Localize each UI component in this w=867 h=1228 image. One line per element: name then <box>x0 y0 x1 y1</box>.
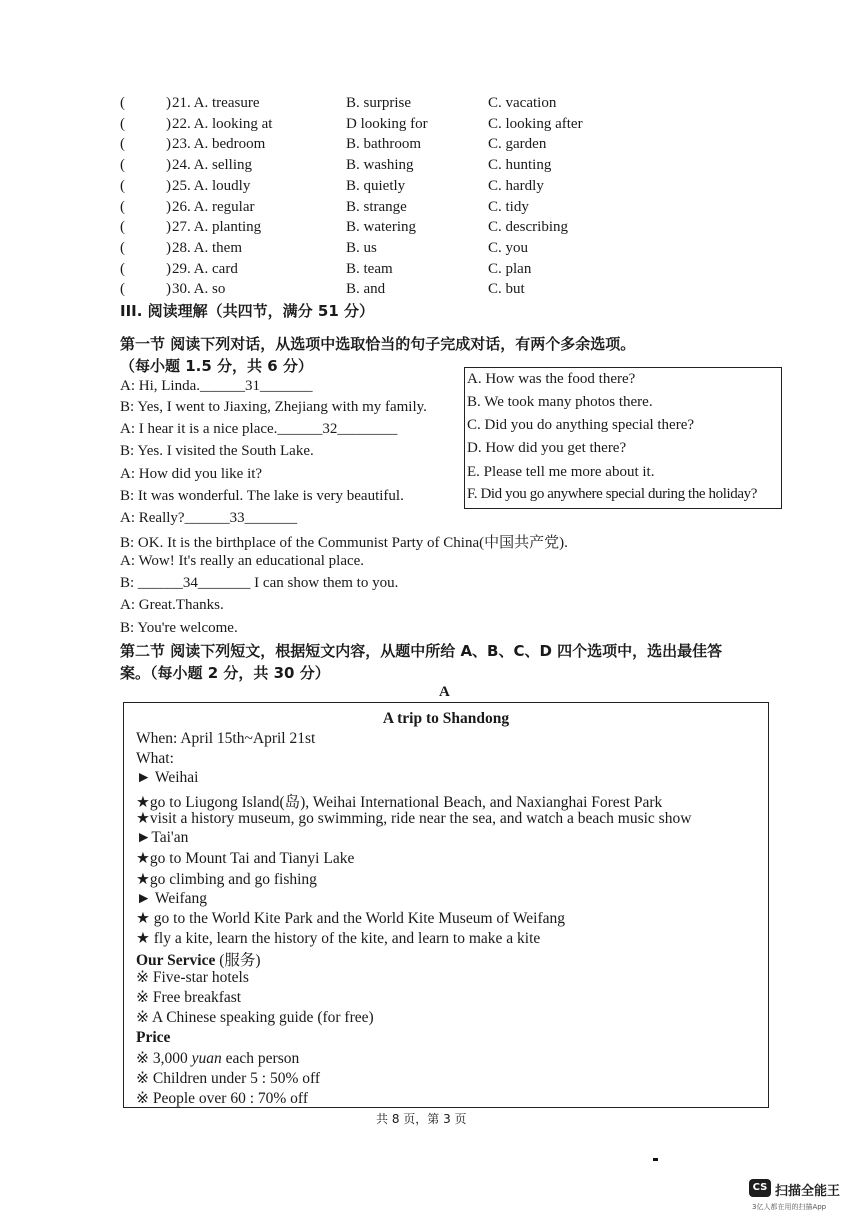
option-b: B. surprise <box>346 95 411 111</box>
passage-line: ★ fly a kite, learn the history of the kite, and learn to make a kite <box>136 930 541 947</box>
passage-line: ★visit a history museum, go swimming, ride near the sea, and watch a beach music show <box>136 810 692 827</box>
answer-paren-open: ( <box>120 116 125 132</box>
part-one-subtitle: （每小题 1.5 分，共 6 分） <box>120 357 313 375</box>
option-f: F. Did you go anywhere special during the holiday? <box>467 486 757 502</box>
passage-title: A trip to Shandong <box>382 710 510 727</box>
option-c: C. but <box>488 281 525 297</box>
price-line: ※ People over 60 : 70% off <box>136 1090 308 1107</box>
option-b: B. We took many photos there. <box>467 394 653 410</box>
option-b: B. strange <box>346 199 407 215</box>
answer-paren-close: ) <box>166 219 171 235</box>
service-line: ※ Five-star hotels <box>136 969 249 986</box>
answer-paren-close: ) <box>166 136 171 152</box>
passage-letter: A <box>439 684 450 700</box>
part-two-title: 第二节 阅读下列短文，根据短文内容，从题中所给 A、B、C、D 四个选项中，选出最佳答 <box>120 642 723 660</box>
answer-paren-close: ) <box>166 240 171 256</box>
dialogue-line: A: Great.Thanks. <box>120 597 224 613</box>
passage-box <box>123 702 769 1108</box>
price-line: ※ Children under 5 : 50% off <box>136 1070 321 1087</box>
dialogue-line: B: You're welcome. <box>120 620 238 636</box>
dialogue-line: A: How did you like it? <box>120 466 263 482</box>
answer-paren-open: ( <box>120 199 125 215</box>
price-suffix: each person <box>221 1050 300 1067</box>
part-two-title-continued: 案。（每小题 2 分，共 30 分） <box>120 664 330 682</box>
answer-paren-open: ( <box>120 281 125 297</box>
passage-line: When: April 15th~April 21st <box>136 730 316 747</box>
answer-paren-close: ) <box>166 281 171 297</box>
option-c: C. you <box>488 240 529 256</box>
price-currency: yuan <box>191 1050 222 1067</box>
dialogue-line: B: ______34_______ I can show them to you. <box>120 575 399 591</box>
option-a: 29. A. card <box>172 261 238 277</box>
answer-paren-open: ( <box>120 178 125 194</box>
price-title: Price <box>136 1029 171 1046</box>
camscanner-logo-icon: CS <box>749 1179 771 1197</box>
page-footer: 共 8 页，第 3 页 <box>376 1112 467 1126</box>
passage-line: ★go to Mount Tai and Tianyi Lake <box>136 850 355 867</box>
answer-paren-open: ( <box>120 219 125 235</box>
option-b: B. washing <box>346 157 414 173</box>
option-b: B. team <box>346 261 393 277</box>
dialogue-line: B: OK. It is the birthplace of the Communist Party of China(中国共产党). <box>120 535 568 551</box>
answer-paren-close: ) <box>166 157 171 173</box>
answer-paren-close: ) <box>166 199 171 215</box>
answer-paren-close: ) <box>166 261 171 277</box>
option-b: B. us <box>346 240 377 256</box>
watermark-tagline: 3亿人都在用的扫描App <box>752 1203 827 1211</box>
option-d: D. How did you get there? <box>467 440 627 456</box>
service-line: ※ Free breakfast <box>136 989 242 1006</box>
price-line <box>136 1049 299 1068</box>
option-c: C. looking after <box>488 116 583 132</box>
passage-line: ★go climbing and go fishing <box>136 871 317 888</box>
option-c: C. Did you do anything special there? <box>467 417 695 433</box>
passage-line: ★ go to the World Kite Park and the World Kite Museum of Weifang <box>136 910 566 927</box>
option-c: C. describing <box>488 219 568 235</box>
answer-paren-open: ( <box>120 136 125 152</box>
option-a: A. How was the food there? <box>467 371 636 387</box>
option-b: B. bathroom <box>346 136 421 152</box>
answer-paren-open: ( <box>120 95 125 111</box>
dialogue-line: B: Yes, I went to Jiaxing, Zhejiang with my family. <box>120 399 427 415</box>
answer-paren-close: ) <box>166 178 171 194</box>
passage-line: ★go to Liugong Island(岛), Weihai International Beach, and Naxianghai Forest Park <box>136 794 663 811</box>
service-heading <box>136 948 261 970</box>
passage-line: ► Weifang <box>136 890 208 907</box>
answer-paren-close: ) <box>166 95 171 111</box>
option-b: D looking for <box>346 116 428 132</box>
option-c: C. tidy <box>488 199 529 215</box>
option-b: B. and <box>346 281 386 297</box>
option-a: 24. A. selling <box>172 157 253 173</box>
dialogue-line: B: It was wonderful. The lake is very beautiful. <box>120 488 404 504</box>
option-a: 22. A. looking at <box>172 116 273 132</box>
answer-paren-open: ( <box>120 157 125 173</box>
option-a: 21. A. treasure <box>172 95 260 111</box>
options-box <box>464 367 782 509</box>
option-a: 30. A. so <box>172 281 226 297</box>
option-a: 27. A. planting <box>172 219 262 235</box>
scan-mark <box>653 1158 658 1161</box>
option-b: B. quietly <box>346 178 406 194</box>
answer-paren-open: ( <box>120 261 125 277</box>
dialogue-line: A: Really?______33_______ <box>120 510 298 526</box>
option-e: E. Please tell me more about it. <box>467 464 655 480</box>
answer-paren-open: ( <box>120 240 125 256</box>
dialogue-line: A: Hi, Linda.______31_______ <box>120 378 313 394</box>
option-c: C. vacation <box>488 95 557 111</box>
option-c: C. garden <box>488 136 547 152</box>
option-c: C. hunting <box>488 157 552 173</box>
price-prefix: ※ 3,000 <box>136 1050 192 1067</box>
option-c: C. plan <box>488 261 532 277</box>
dialogue-line: B: Yes. I visited the South Lake. <box>120 443 314 459</box>
option-b: B. watering <box>346 219 416 235</box>
option-a: 25. A. loudly <box>172 178 251 194</box>
option-a: 28. A. them <box>172 240 242 256</box>
service-line: ※ A Chinese speaking guide (for free) <box>136 1009 374 1026</box>
dialogue-line: A: Wow! It's really an educational place. <box>120 553 365 569</box>
section-three-title: III. 阅读理解（共四节，满分 51 分） <box>120 302 374 320</box>
watermark-brand: 扫描全能王 <box>775 1184 841 1199</box>
service-title-cn: (服务) <box>215 952 261 969</box>
part-one-title: 第一节 阅读下列对话，从选项中选取恰当的句子完成对话，有两个多余选项。 <box>120 335 636 353</box>
passage-line: ► Weihai <box>136 769 199 786</box>
option-a: 23. A. bedroom <box>172 136 266 152</box>
service-title: Our Service <box>136 952 216 969</box>
option-c: C. hardly <box>488 178 544 194</box>
dialogue-line: A: I hear it is a nice place.______32________ <box>120 421 398 437</box>
passage-line: ►Tai'an <box>136 829 189 846</box>
option-a: 26. A. regular <box>172 199 255 215</box>
answer-paren-close: ) <box>166 116 171 132</box>
passage-line: What: <box>136 750 174 767</box>
